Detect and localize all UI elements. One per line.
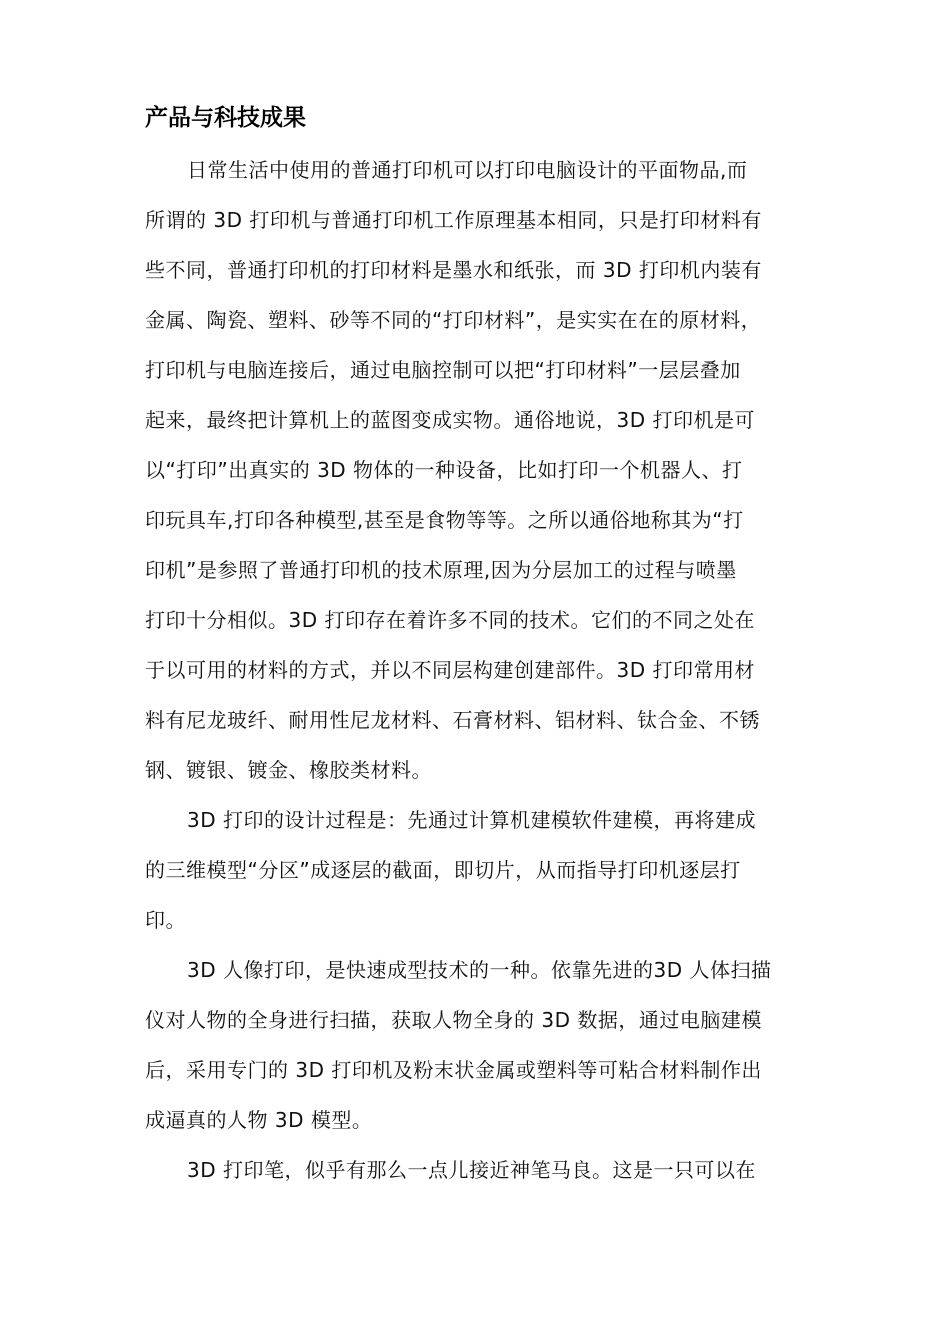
paragraph-line: 印。 bbox=[145, 908, 186, 932]
paragraph-line: 金属、陶瓷、塑料、砂等不同的“打印材料”，是实实在在的原材料， bbox=[145, 308, 762, 332]
paragraph-line: 于以可用的材料的方式，并以不同层构建创建部件。3D 打印常用材 bbox=[145, 658, 755, 682]
paragraph-line: 成逼真的人物 3D 模型。 bbox=[145, 1108, 373, 1132]
paragraph-line: 的三维模型“分区”成逐层的截面，即切片，从而指导打印机逐层打 bbox=[145, 858, 741, 882]
paragraph-line: 3D 人像打印，是快速成型技术的一种。依靠先进的3D 人体扫描 bbox=[187, 958, 772, 982]
paragraph-line: 打印十分相似。3D 打印存在着许多不同的技术。它们的不同之处在 bbox=[145, 608, 755, 632]
paragraph-line: 所谓的 3D 打印机与普通打印机工作原理基本相同，只是打印材料有 bbox=[145, 208, 762, 232]
paragraph-line: 打印机与电脑连接后，通过电脑控制可以把“打印材料”一层层叠加 bbox=[145, 358, 741, 382]
paragraph-line: 印玩具车,打印各种模型,甚至是食物等等。之所以通俗地称其为“打 bbox=[145, 508, 744, 532]
paragraph-line: 料有尼龙玻纤、耐用性尼龙材料、石膏材料、铝材料、钛合金、不锈 bbox=[145, 708, 760, 732]
paragraph-line: 印机”是参照了普通打印机的技术原理,因为分层加工的过程与喷墨 bbox=[145, 558, 737, 582]
paragraph-line: 起来，最终把计算机上的蓝图变成实物。通俗地说，3D 打印机是可 bbox=[145, 408, 755, 432]
section-heading: 产品与科技成果 bbox=[145, 104, 306, 131]
paragraph-line: 以“打印”出真实的 3D 物体的一种设备，比如打印一个机器人、打 bbox=[145, 458, 743, 482]
paragraph-line: 些不同，普通打印机的打印材料是墨水和纸张，而 3D 打印机内装有 bbox=[145, 258, 762, 282]
paragraph-line: 3D 打印笔，似乎有那么一点儿接近神笔马良。这是一只可以在 bbox=[187, 1158, 756, 1182]
paragraph-line: 钢、镀银、镀金、橡胶类材料。 bbox=[145, 758, 432, 782]
paragraph-line: 日常生活中使用的普通打印机可以打印电脑设计的平面物品,而 bbox=[187, 158, 748, 182]
paragraph-line: 3D 打印的设计过程是：先通过计算机建模软件建模，再将建成 bbox=[187, 808, 756, 832]
paragraph-line: 后，采用专门的 3D 打印机及粉末状金属或塑料等可粘合材料制作出 bbox=[145, 1058, 762, 1082]
paragraph-line: 仪对人物的全身进行扫描，获取人物全身的 3D 数据，通过电脑建模 bbox=[145, 1008, 762, 1032]
